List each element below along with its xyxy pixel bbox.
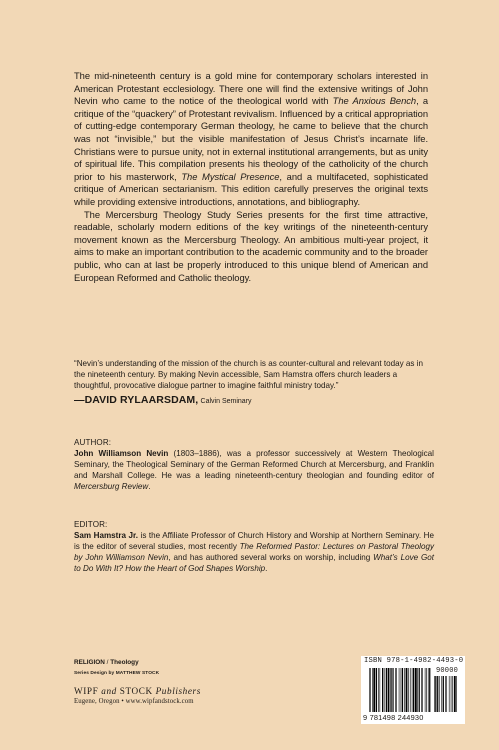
description-paragraph-2: The Mercersburg Theology Study Series presents for the first time attractive, readable, scholarly modern editions of the key writings of the nineteenth-century movement known as the Mercersburg Theology. An ambitious multi-year project, it aims to make an important contribution to the academic community and to the broader public, who can at last be properly introduced to this unique blend of American and European Reformed and Catholic theology. [74, 208, 428, 283]
book-description [74, 70, 428, 284]
editor-bio-text: , and has authored several works on worship, including [168, 553, 374, 562]
author-bio-text: (1803–1886), was a professor successively at Western Theological Seminary, the Theological Seminary of the German Reformed Church at Mercersburg, and Franklin and Marshall College. He was a leading nineteenth-century theologian and founding editor of [74, 449, 434, 480]
description-text: , and a multifaceted, sophisticated critique of American sectarianism. This edition carefully preserves the original texts while providing extensive introductions, annotations, and bibliography. [74, 170, 428, 207]
price-barcode [434, 676, 462, 712]
barcode-bar [441, 676, 442, 712]
author-name: John Williamson Nevin [74, 449, 169, 458]
category-sub: Theology [110, 659, 139, 666]
barcode-bar [372, 668, 373, 712]
category-main: RELIGION [74, 659, 105, 666]
barcode-bar [421, 668, 422, 712]
publisher-logo [74, 686, 201, 705]
ean-barcode [369, 668, 431, 712]
barcode-bar [402, 668, 403, 712]
barcode-bar [396, 668, 397, 712]
endorser-institution: Calvin Seminary [200, 398, 252, 405]
endorsement [74, 358, 434, 407]
publisher-name-part: WIPF [74, 686, 102, 696]
editor-bio [74, 519, 434, 574]
barcode-bar [435, 676, 436, 712]
editor-bio-text: is the Affiliate Professor of Church History and Worship at Northern Seminary. He is the editor of several studies, most recently [74, 531, 434, 551]
barcode-bar [410, 668, 411, 712]
category-separator: / [104, 659, 111, 666]
journal-title: Mercersburg Review [74, 482, 149, 491]
publisher-name-part: Publishers [155, 686, 201, 696]
book-title-mystical-presence: The Mystical Presence [181, 170, 280, 182]
barcode-bar [388, 668, 390, 712]
publisher-name [74, 686, 201, 696]
author-bio [74, 437, 434, 492]
barcode-bar [434, 676, 435, 712]
barcode-bar [456, 676, 457, 712]
editor-book-title-1: The Reformed Pastor: Lectures on Pastoral Theology by John Williamson Nevin [74, 542, 434, 562]
barcode-bar [393, 668, 394, 712]
endorser-name: —DAVID RYLAARSDAM, [74, 394, 199, 406]
barcode-bar [429, 668, 430, 712]
author-bio-end: . [148, 482, 151, 491]
barcode-bar [417, 668, 418, 712]
barcode-bar [390, 668, 391, 712]
publisher-name-part: and [101, 686, 117, 696]
barcode-bar [391, 668, 392, 712]
description-paragraph-1 [74, 70, 428, 209]
publisher-address: Eugene, Oregon • www.wipfandstock.com [74, 698, 194, 705]
barcode-bar [449, 676, 450, 712]
barcode-bar [426, 668, 427, 712]
barcode-bar [412, 668, 413, 712]
barcode-bar [428, 668, 429, 712]
barcode-bar [380, 668, 381, 712]
description-text: The mid-nineteenth century is a gold mine for contemporary scholars interested in American Protestant ecclesiology. There one will find the extensive writings of John Nevin who came to the notice of the theological world with [74, 70, 428, 107]
endorsement-quote: “Nevin’s understanding of the mission of the church is as counter-cultural and relevant today as in the nineteenth century. By making Nevin accessible, Sam Hamstra offers church leaders a thoughtful, provocative dialogue partner to imagine faithful ministry today.” [74, 359, 423, 390]
ean-digits: 9 781498 244930 [363, 713, 424, 722]
barcode-bar [446, 676, 447, 712]
barcode-bar [437, 676, 438, 712]
editor-book-title-2: What’s Love Got to Do With It? How the Heart of God Shapes Worship [74, 553, 435, 573]
barcode-bar [404, 668, 405, 712]
editor-name: Sam Hamstra Jr. [74, 531, 138, 540]
barcode-bar [413, 668, 414, 712]
barcode-bar [439, 676, 440, 712]
barcode-bar [419, 668, 420, 712]
barcode-bar [408, 668, 409, 712]
barcode-bar [454, 676, 456, 712]
barcode-bar [384, 668, 385, 712]
barcode-bar [452, 676, 453, 712]
subject-category [74, 658, 139, 667]
barcode-bar [422, 668, 423, 712]
publisher-name-part: STOCK [116, 686, 156, 696]
editor-label: EDITOR: [74, 520, 108, 529]
editor-bio-end: . [265, 564, 268, 573]
barcode-bar [373, 668, 375, 712]
barcode-bar [451, 676, 452, 712]
barcode-bar [401, 668, 402, 712]
endorsement-attribution [74, 395, 434, 407]
barcode-bar [443, 676, 444, 712]
barcode-bar [386, 668, 387, 712]
barcode-bar [445, 676, 446, 712]
barcode-bar [382, 668, 383, 712]
barcode-bar [369, 668, 370, 712]
barcode-bar [415, 668, 417, 712]
barcode-bar [406, 668, 408, 712]
book-title-anxious-bench: The Anxious Bench [332, 95, 417, 107]
author-label: AUTHOR: [74, 438, 112, 447]
barcode-bar [399, 668, 400, 712]
description-text: , a critique of the “quackery” of Protestant revivalism. Influenced by a critical appropriation of cutting-edge contemporary German theology, he came to believe that the church was not “invisible,” but the visible manifestation of Jesus Christ’s incarnate life. Christians were to pursue unity, not in external institutional arrangements, but as unity of spiritual life. This compilation presents his theology of the catholicity of the church prior to his masterwork, [74, 95, 428, 182]
barcode-bar [378, 668, 379, 712]
price-code: 90000 [436, 667, 459, 675]
barcode-bar [395, 668, 396, 712]
design-credit: Series Design by MATTHEW STOCK [74, 671, 160, 676]
barcode-bar [370, 668, 371, 712]
barcode-bar [376, 668, 377, 712]
isbn-text: ISBN 978-1-4982-4493-0 [364, 657, 464, 665]
barcode-bar [425, 668, 426, 712]
